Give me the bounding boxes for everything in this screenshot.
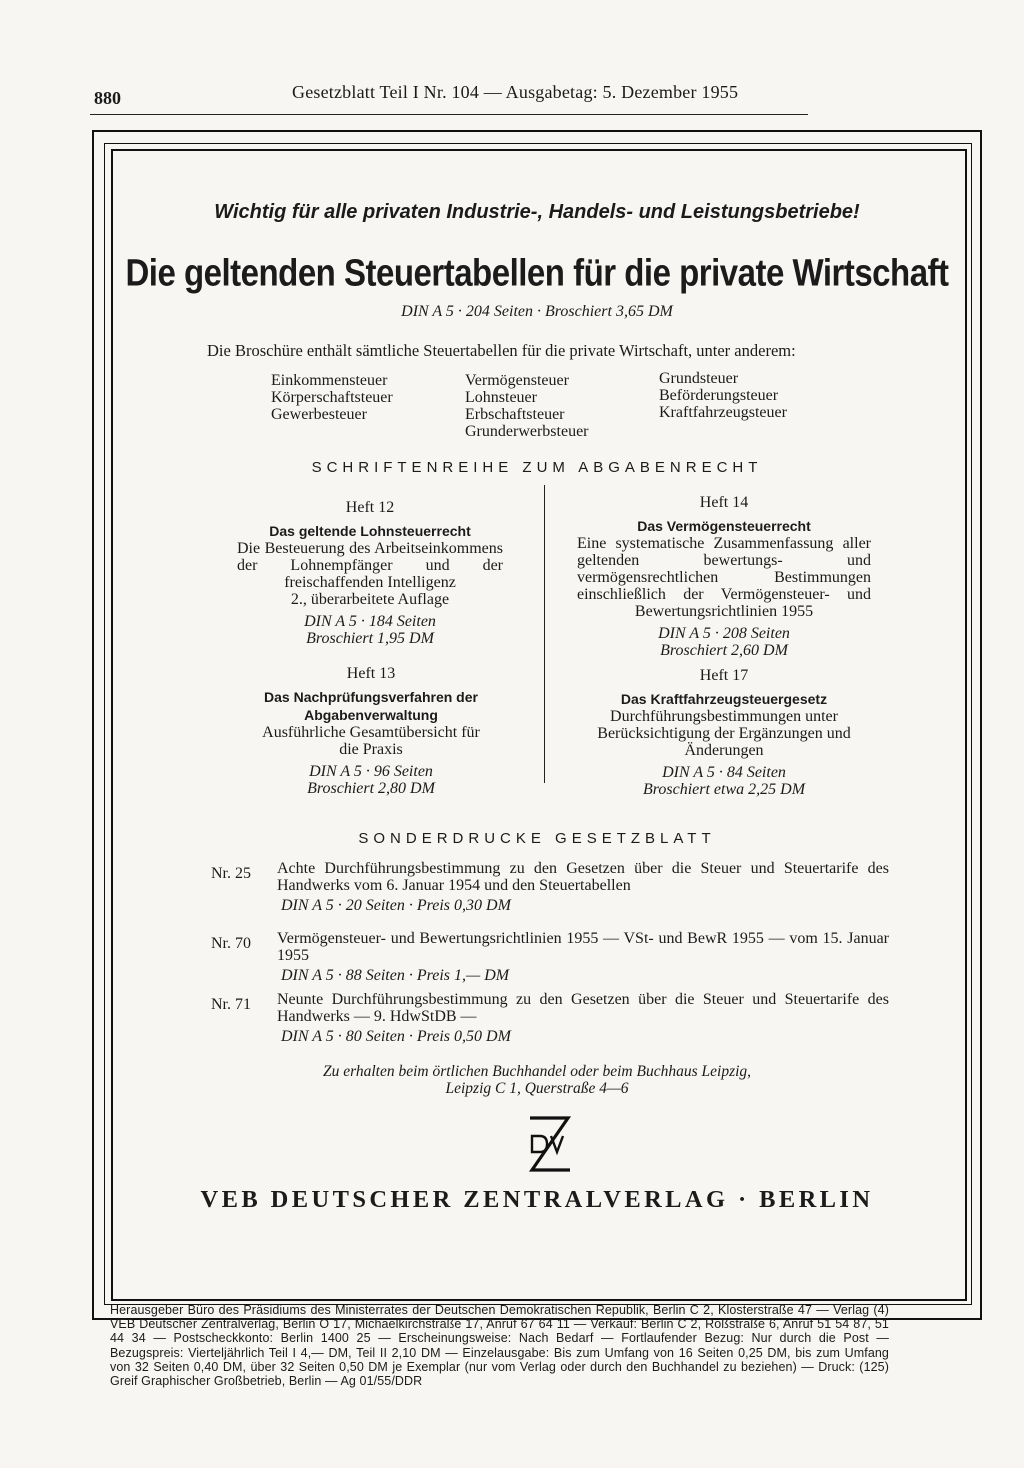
tax-item: Kraftfahrzeugsteuer — [659, 404, 787, 421]
book-title: Das Kraftfahrzeugsteuergesetz — [620, 691, 828, 707]
book-description: Die Besteuerung des Arbeitseinkommens der Lohnempfänger und der freischaffenden Intelligenz — [237, 540, 503, 591]
heft-number: Heft 12 — [345, 499, 395, 516]
print-text: Achte Durchführungsbestimmung zu den Gesetzen über die Steuer und Steuertarife des Handwerks vom 6. Januar 1954 und den Steuertabellen — [277, 860, 889, 894]
publisher-logo-icon — [524, 1114, 574, 1174]
heft-number: Heft 13 — [346, 665, 396, 682]
tax-item: Erbschaftsteuer — [465, 406, 565, 423]
tax-item: Vermögensteuer — [465, 372, 569, 389]
page-number: 880 — [94, 88, 121, 108]
imprint-text: Herausgeber Büro des Präsidiums des Ministerrates der Deutschen Demokratischen Republik, Berlin C 2, Klosterstraße 47 — Verlag (4) VEB Deutscher Zentralverlag, Berlin O 17, Michaelkirchstraße 17, Anruf 67 64 11 — Verkauf: Berlin C 2, Roßstraße 6, Anruf 51 54 87, 51 44 34 — Postscheckkonto: Berlin 1400 25 — Erscheinungsweise: Nach Bedarf — Fortlaufender Bezug: Nur durch die Post — Bezugspreis: Vierteljährlich Teil I 4,— DM, Teil II 2,10 DM — Einzelausgabe: Bis zum Umfang von 16 Seiten 0,25 DM, bis zum Umfang von 32 Seiten 0,40 DM, über 32 Seiten 0,50 DM je Exemplar (nur vom Verlag oder durch den Buchhandel zu beziehen) — Druck: (125) Greif Graphischer Großbetrieb, Berlin — Ag 01/55/DDR — [110, 1303, 889, 1389]
tax-column-3 — [659, 370, 787, 421]
print-number: Nr. 25 — [211, 865, 251, 882]
book-title: Das Nachprüfungsverfahren der Abgabenverwaltung — [264, 689, 478, 723]
book-price: Broschiert 2,80 DM — [307, 780, 435, 797]
tax-item: Lohnsteuer — [465, 389, 537, 406]
book-heft-13 — [251, 665, 491, 797]
tagline: Wichtig für alle privaten Industrie-, Handels- und Leistungsbetriebe! — [214, 201, 860, 223]
intro-text: Die Broschüre enthält sämtliche Steuertabellen für die private Wirtschaft, unter anderem: — [207, 341, 796, 360]
book-format: DIN A 5 · 184 Seiten — [304, 613, 436, 630]
series-title: SCHRIFTENREIHE ZUM ABGABENRECHT — [311, 459, 763, 476]
print-number: Nr. 71 — [211, 996, 251, 1013]
book-description: Eine systematische Zusammenfassung aller geltenden bewertungs- und vermögensrechtlichen Bestimmungen einschließlich der Vermögensteuer- und Bewertungsrichtlinien 1955 — [577, 535, 871, 620]
tax-item: Gewerbesteuer — [271, 406, 367, 423]
book-format: DIN A 5 · 208 Seiten — [658, 625, 790, 642]
tax-item: Körperschaftsteuer — [271, 389, 393, 406]
availability-note — [111, 1063, 963, 1097]
header-title: Gesetzblatt Teil I Nr. 104 — Ausgabetag: 5. Dezember 1955 — [292, 82, 739, 102]
imprint-footer — [110, 1303, 889, 1388]
print-spec: DIN A 5 · 80 Seiten · Preis 0,50 DM — [281, 1028, 511, 1045]
book-format: DIN A 5 · 84 Seiten — [662, 764, 786, 781]
availability-line-1: Zu erhalten beim örtlichen Buchhandel oder beim Buchhaus Leipzig, — [322, 1063, 752, 1080]
book-price: Broschiert 1,95 DM — [306, 630, 434, 647]
book-description: Ausführliche Gesamtübersicht für die Praxis — [262, 724, 480, 758]
print-description — [277, 991, 889, 1045]
tax-item: Beförderungsteuer — [659, 387, 779, 404]
print-description — [277, 860, 889, 914]
availability-line-2: Leipzig C 1, Querstraße 4—6 — [445, 1080, 629, 1097]
tax-column-1 — [271, 372, 393, 423]
tax-item: Einkommensteuer — [271, 372, 388, 389]
tax-item: Grundsteuer — [659, 370, 739, 387]
book-heft-17 — [577, 667, 871, 798]
book-price: Broschiert etwa 2,25 DM — [642, 781, 806, 798]
book-edition: 2., überarbeitete Auflage — [290, 591, 450, 608]
headline: Die geltenden Steuertabellen für die private Wirtschaft — [125, 251, 949, 294]
advertisement — [111, 149, 963, 1213]
book-title: Das geltende Lohnsteuerrecht — [269, 523, 471, 539]
print-spec: DIN A 5 · 20 Seiten · Preis 0,30 DM — [281, 897, 511, 914]
tax-item: Grunderwerbsteuer — [465, 423, 589, 440]
special-prints-title: SONDERDRUCKE GESETZBLATT — [358, 830, 716, 847]
print-spec: DIN A 5 · 88 Seiten · Preis 1,— DM — [281, 967, 510, 984]
print-description — [277, 930, 889, 984]
brochure-spec: DIN A 5 · 204 Seiten · Broschiert 3,65 DM — [401, 303, 673, 320]
book-heft-12 — [237, 499, 503, 647]
print-text: Neunte Durchführungsbestimmung zu den Gesetzen über die Steuer und Steuertarife des Handwerks — 9. HdwStDB — — [277, 991, 889, 1025]
heft-number: Heft 14 — [699, 494, 749, 511]
book-title: Das Vermögensteuerrecht — [637, 518, 811, 534]
print-number: Nr. 70 — [211, 935, 251, 952]
heft-number: Heft 17 — [699, 667, 749, 684]
print-text: Vermögensteuer- und Bewertungsrichtlinien 1955 — VSt- und BewR 1955 — vom 15. Januar 1955 — [277, 930, 889, 964]
book-heft-14 — [577, 494, 871, 659]
tax-column-2 — [465, 372, 589, 440]
page-header — [90, 82, 808, 115]
column-divider — [544, 485, 545, 783]
book-price: Broschiert 2,60 DM — [660, 642, 788, 659]
publisher-name: VEB DEUTSCHER ZENTRALVERLAG · BERLIN — [200, 1186, 874, 1213]
book-format: DIN A 5 · 96 Seiten — [309, 763, 433, 780]
book-description: Durchführungsbestimmungen unter Berücksichtigung der Ergänzungen und Änderungen — [597, 708, 851, 759]
